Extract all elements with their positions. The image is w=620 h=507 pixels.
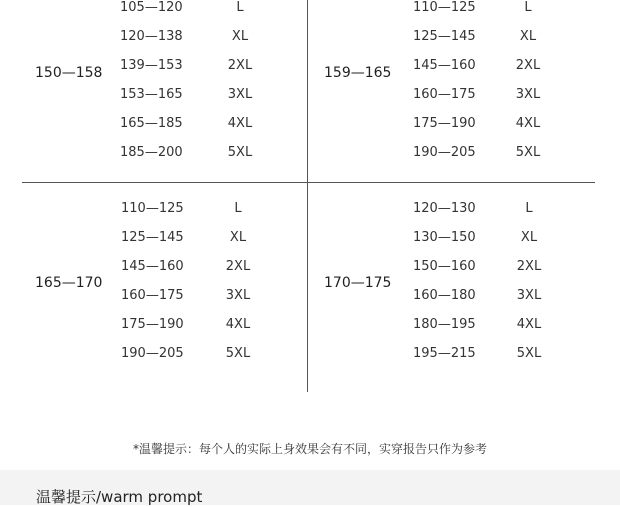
size-code: 4XL (515, 116, 541, 131)
weight-range: 150—160 (413, 259, 476, 274)
size-code: 3XL (227, 87, 253, 102)
weight-range: 145—160 (121, 259, 184, 274)
size-code: 2XL (515, 58, 541, 73)
size-code: L (525, 201, 533, 216)
size-code: 4XL (516, 317, 542, 332)
weight-range: 145—160 (413, 58, 476, 73)
size-code: 2XL (227, 58, 253, 73)
weight-range: 125—145 (413, 29, 476, 44)
weight-range: 130—150 (413, 230, 476, 245)
weight-range: 180—195 (413, 317, 476, 332)
size-code: XL (229, 230, 247, 245)
height-range-label: 150—158 (35, 65, 103, 81)
size-code: 4XL (225, 317, 251, 332)
size-code: XL (520, 230, 538, 245)
height-range-label: 165—170 (35, 275, 103, 291)
size-code: L (524, 0, 532, 15)
weight-range: 153—165 (120, 87, 183, 102)
weight-range: 120—138 (120, 29, 183, 44)
weight-range: 160—175 (413, 87, 476, 102)
weight-range: 125—145 (121, 230, 184, 245)
height-range-label: 159—165 (324, 65, 392, 81)
weight-range: 120—130 (413, 201, 476, 216)
height-range-label: 170—175 (324, 275, 392, 291)
weight-range: 175—190 (121, 317, 184, 332)
size-code: 2XL (225, 259, 251, 274)
size-code: XL (519, 29, 537, 44)
weight-range: 185—200 (120, 145, 183, 160)
weight-range: 160—175 (121, 288, 184, 303)
weight-range: 165—185 (120, 116, 183, 131)
size-code: 5XL (515, 145, 541, 160)
weight-range: 175—190 (413, 116, 476, 131)
vertical-divider (307, 0, 308, 392)
weight-range: 110—125 (121, 201, 184, 216)
size-code: L (236, 0, 244, 15)
size-code: 3XL (225, 288, 251, 303)
weight-range: 139—153 (120, 58, 183, 73)
size-code: 3XL (516, 288, 542, 303)
weight-range: 190—205 (413, 145, 476, 160)
weight-range: 110—125 (413, 0, 476, 15)
size-code: 5XL (516, 346, 542, 361)
size-code: XL (231, 29, 249, 44)
weight-range: 160—180 (413, 288, 476, 303)
weight-range: 190—205 (121, 346, 184, 361)
size-code: 3XL (515, 87, 541, 102)
horizontal-divider (22, 182, 595, 183)
size-code: 5XL (227, 145, 253, 160)
size-code: 5XL (225, 346, 251, 361)
weight-range: 105—120 (120, 0, 183, 15)
section-title: 温馨提示/warm prompt (36, 488, 203, 506)
weight-range: 195—215 (413, 346, 476, 361)
size-code: L (234, 201, 242, 216)
size-code: 4XL (227, 116, 253, 131)
size-code: 2XL (516, 259, 542, 274)
reference-note: *温馨提示：每个人的实际上身效果会有不同，实穿报告只作为参考 (132, 442, 487, 456)
